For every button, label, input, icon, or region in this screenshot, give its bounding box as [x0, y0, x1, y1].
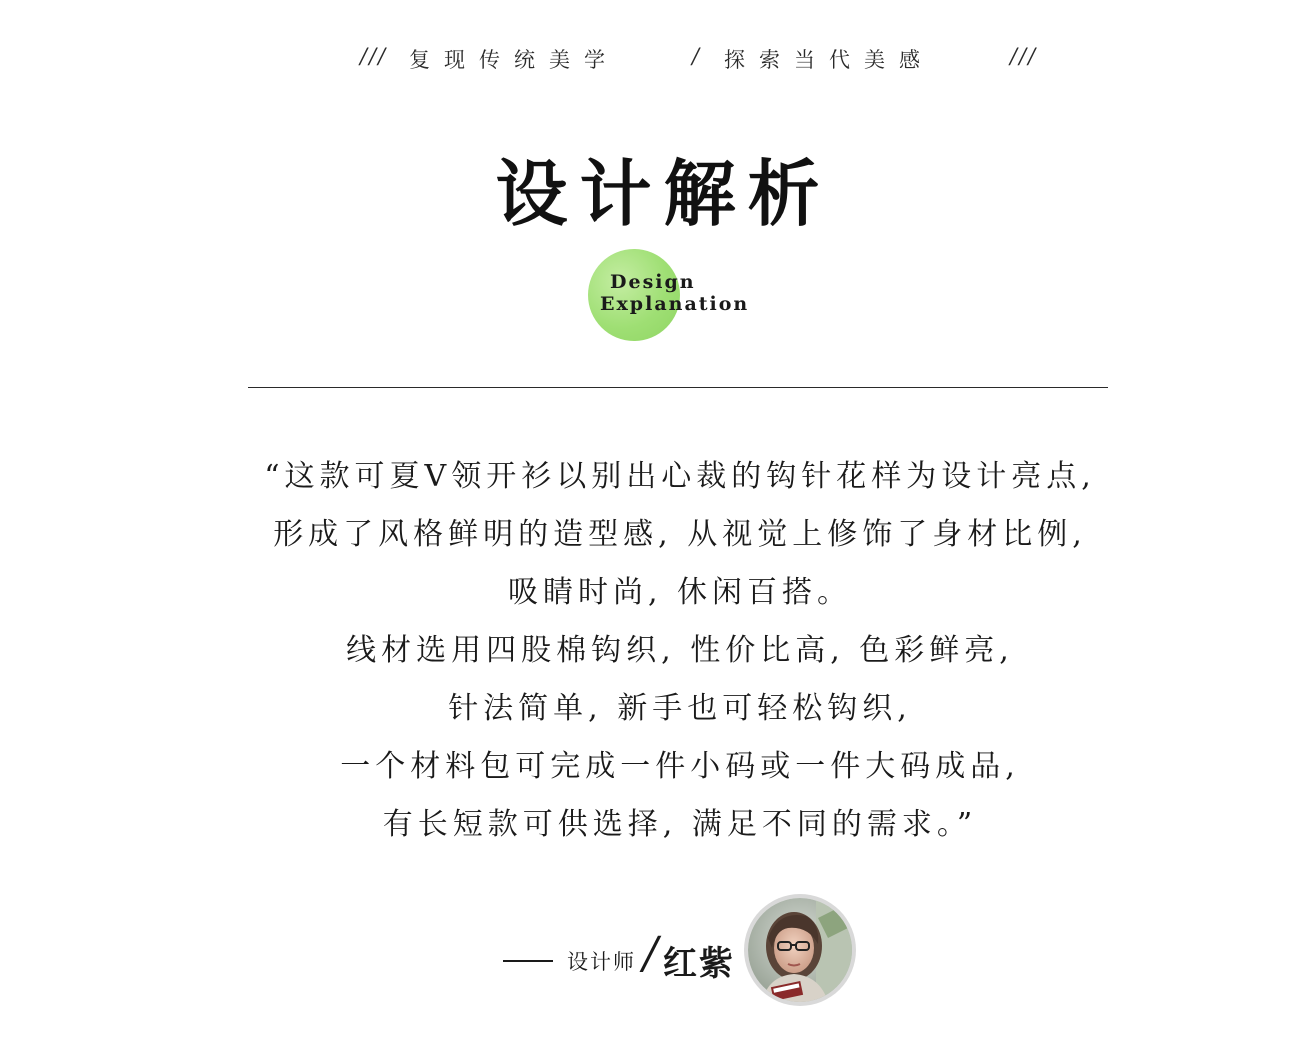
designer-name: 红紫: [663, 944, 735, 984]
badge-line-1: Design: [610, 271, 696, 293]
divider: [248, 387, 1108, 388]
badge-label: [600, 271, 749, 315]
description-line: 针法简单, 新手也可轻松钩织,: [448, 691, 912, 726]
decorative-slashes: ///: [360, 44, 388, 68]
description-line: 有长短款可供选择, 满足不同的需求。”: [382, 807, 978, 842]
page-title: 设计解析: [495, 151, 832, 236]
badge-line-2: Explanation: [600, 293, 750, 315]
signature-slash: /: [643, 928, 658, 979]
description-line: 吸睛时尚, 休闲百搭。: [507, 575, 853, 610]
designer-avatar: [748, 898, 852, 1002]
avatar-portrait-icon: [748, 898, 852, 1002]
decorative-slashes: ///: [1010, 44, 1038, 68]
decorative-slash: /: [692, 44, 702, 68]
description: [180, 448, 1180, 854]
description-line: 线材选用四股棉钩织, 性价比高, 色彩鲜亮,: [346, 633, 1014, 668]
description-line: 一个材料包可完成一件小码或一件大码成品,: [340, 749, 1020, 784]
designer-role: 设计师: [567, 950, 636, 974]
description-line: “这款可夏V领开衫以别出心裁的钩针花样为设计亮点,: [264, 459, 1096, 494]
description-line: 形成了风格鲜明的造型感, 从视觉上修饰了身材比例,: [273, 517, 1087, 552]
tagline-right: 探索当代美感: [724, 48, 934, 72]
tagline-left: 复现传统美学: [409, 48, 619, 72]
signature-dash: [503, 960, 553, 962]
header-tagline: [0, 44, 1315, 74]
